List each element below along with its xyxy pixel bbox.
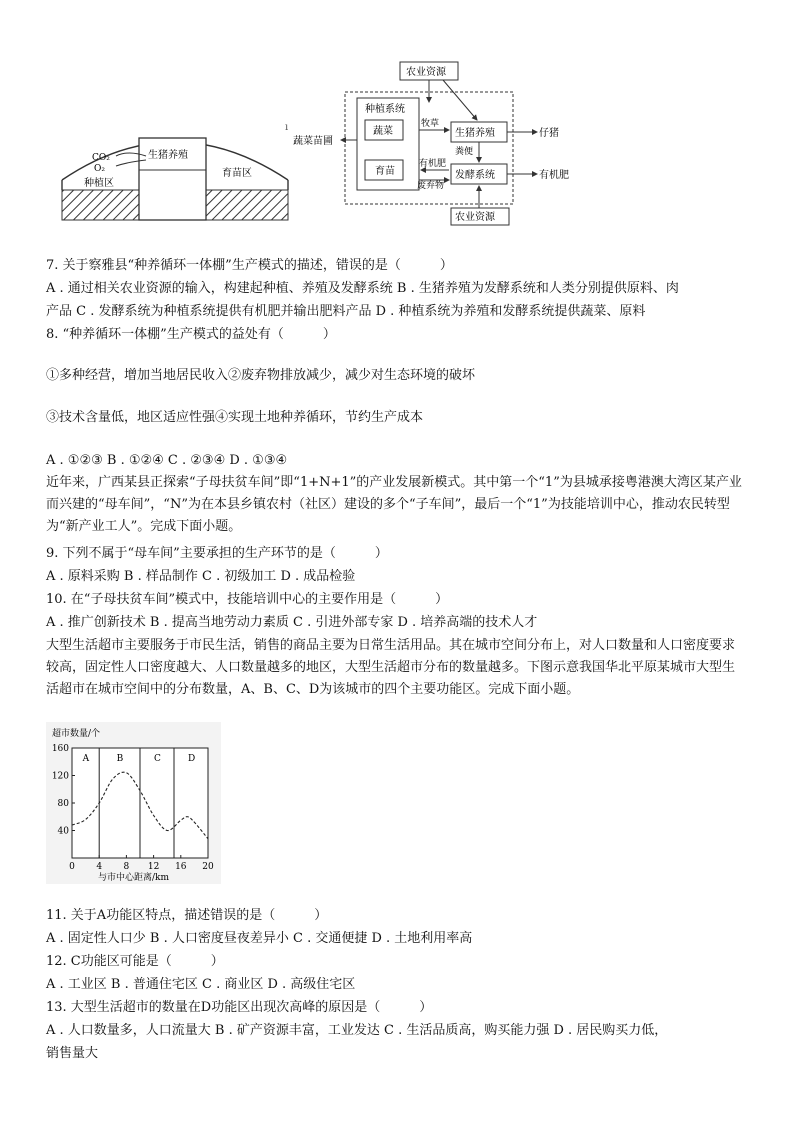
stray-mark: ı: [285, 122, 289, 133]
zone-label-B: B: [116, 754, 124, 764]
x-tick-label: 8: [123, 862, 130, 872]
greenhouse-diagram: [56, 108, 296, 228]
flow-diagram: [285, 58, 585, 226]
q11-options: A . 固定性人口少 B . 人口密度昼夜差异小 C . 交通便捷 D . 土地利用率高: [46, 931, 473, 946]
veg-nursery-label: 蔬菜苗圃: [293, 136, 333, 147]
piglet-label: 仔猪: [539, 128, 559, 139]
agri-bottom-label: 农业资源: [455, 212, 495, 223]
chart-plot-area: [52, 744, 214, 872]
q8-statement-1: ①多种经营，增加当地居民收入②废弃物排放减少，减少对生态环境的破坏: [46, 368, 476, 383]
q10-options: A . 推广创新技术 B . 提高当地劳动力素质 C . 引进外部专家 D . 培养高端的技术人才: [46, 615, 538, 630]
q12-options: A . 工业区 B . 普通住宅区 C . 商业区 D . 高级住宅区: [46, 977, 356, 992]
q7-options-line1: A . 通过相关农业资源的输入，构建起种植、养殖及发酵系统 B . 生猪养殖为发酵系统和人类分别提供原料、肉: [46, 281, 679, 296]
passage-poverty-workshop: 近年来，广西某县正探索“子母扶贫车间”即“1+N+1”的产业发展新模式。其中第一个“1”为县城承接粤港澳大湾区某产业而兴建的“母车间”，“N”为在本县乡镇农村（社区）建设的多个“子车间”，最后一个“1”为技能培训中心，推动农民转型为“新产业工人”。完成下面小题。: [46, 475, 742, 534]
q11-stem: 11. 关于A功能区特点，描述错误的是（ ）: [46, 908, 328, 923]
x-tick-label: 12: [147, 862, 160, 872]
q8-statement-2: ③技术含量低，地区适应性强④实现土地种养循环，节约生产成本: [46, 410, 424, 425]
q8-stem: 8. “种养循环一体棚”生产模式的益处有（ ）: [46, 327, 336, 342]
organic-out-label: 有机肥: [539, 170, 569, 181]
planting-system-label: 种植系统: [365, 104, 405, 115]
manure-label: 粪便: [455, 147, 474, 157]
zone-label-C: C: [154, 754, 161, 764]
y-tick-label: 160: [51, 744, 69, 754]
seedling-label: 育苗区: [222, 168, 252, 179]
x-tick-label: 20: [202, 862, 214, 872]
organic-fert-label: 有机肥: [419, 159, 447, 169]
soil-left: [62, 190, 139, 220]
soil-right: [206, 190, 288, 220]
vegetable-label: 蔬菜: [373, 126, 393, 137]
passage-supermarket: 大型生活超市主要服务于市民生活，销售的商品主要为日常生活用品。其在城市空间分布上，对人口数量和人口密度要求较高，固定性人口密度越大、人口数量越多的地区，大型生活超市分布的数量越多。下图示意我国华北平原某城市大型生活超市在城市空间中的分布数量，A、B、C、D为该城市的四个主要功能区。完成下面小题。: [46, 638, 736, 697]
q13-stem: 13. 大型生活超市的数量在D功能区出现次高峰的原因是（ ）: [46, 1000, 433, 1015]
q10-stem: 10. 在“子母扶贫车间”模式中，技能培训中心的主要作用是（ ）: [46, 592, 449, 607]
o2-label: O₂: [94, 164, 105, 174]
q12-stem: 12. C功能区可能是（ ）: [46, 954, 224, 969]
supermarket-distribution-chart: [46, 722, 221, 884]
q9-stem: 9. 下列不属于“母车间”主要承担的生产环节的是（ ）: [46, 546, 388, 561]
y-tick-label: 40: [57, 826, 69, 837]
x-tick-label: 0: [69, 862, 75, 872]
ferment-label: 发酵系统: [455, 170, 495, 181]
waste-label: 废弃物: [417, 181, 445, 191]
q13-options-line2: 销售量大: [46, 1046, 99, 1061]
y-tick-label: 120: [51, 771, 69, 782]
q7-options-line2: 产品 C . 发酵系统为种植系统提供有机肥并输出肥料产品 D . 种植系统为养殖和发酵系统提供蔬菜、原料: [46, 304, 646, 319]
co2-label: CO₂: [92, 153, 110, 163]
planting-label: 种植区: [84, 178, 114, 189]
forage-label: 牧草: [421, 119, 440, 129]
zone-label-A: A: [82, 754, 90, 764]
chart-xlabel: 与市中心距离/km: [98, 873, 170, 883]
q7-stem: 7. 关于察雅县“种养循环一体棚”生产模式的描述，错误的是（ ）: [46, 258, 453, 273]
zone-label-D: D: [188, 754, 196, 764]
q13-options-line1: A . 人口数量多，人口流量大 B . 矿产资源丰富，工业发达 C . 生活品质高，购买能力强 D . 居民购买力低，: [46, 1023, 668, 1038]
chart-ylabel: 超市数量/个: [52, 729, 101, 739]
q9-options: A . 原料采购 B . 样品制作 C . 初级加工 D . 成品检验: [46, 569, 356, 584]
pig-flow-label: 生猪养殖: [455, 128, 495, 139]
x-tick-label: 16: [175, 862, 187, 872]
agri-top-label: 农业资源: [406, 67, 446, 78]
x-tick-label: 4: [96, 862, 103, 872]
pig-label: 生猪养殖: [148, 150, 188, 161]
q8-options: A . ①②③ B . ①②④ C . ②③④ D . ①③④: [46, 453, 288, 468]
y-tick-label: 80: [57, 799, 69, 809]
seedling-flow-label: 育苗: [375, 166, 395, 177]
